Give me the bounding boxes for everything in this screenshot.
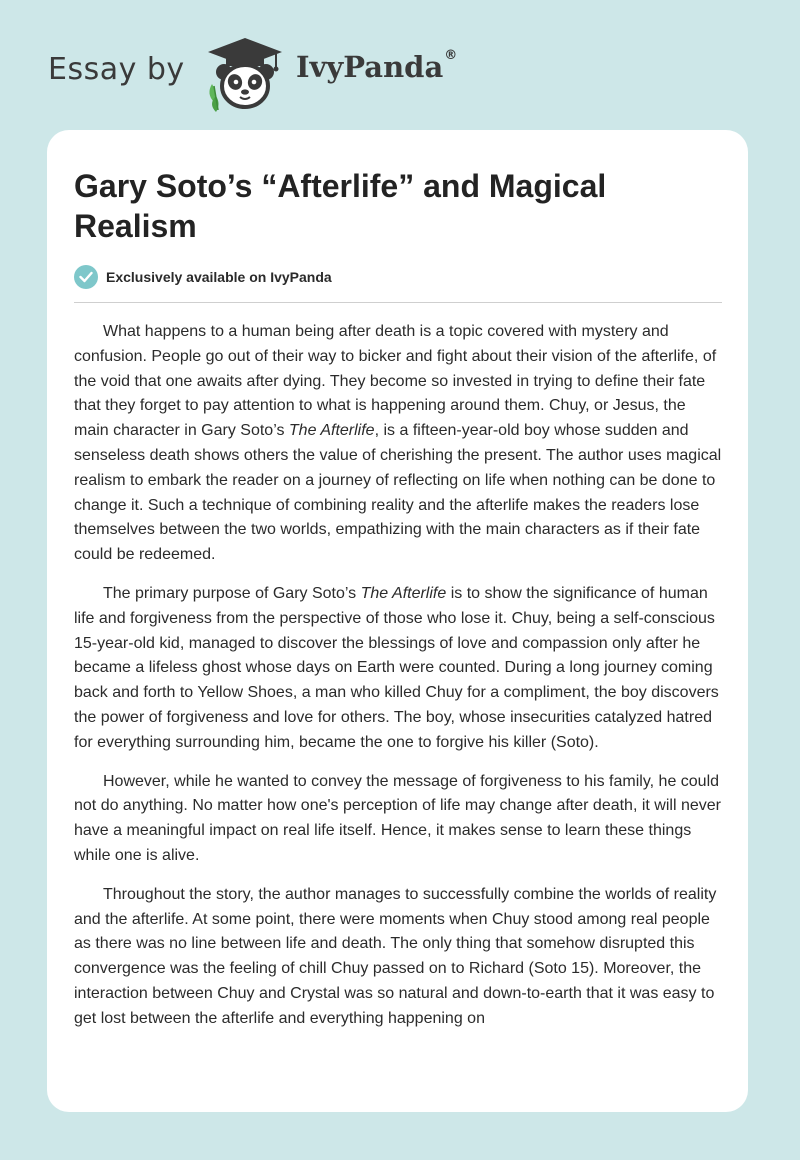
paragraph-text: The primary purpose of Gary Soto’s	[103, 584, 361, 602]
brand-name-text: IvyPanda	[296, 50, 444, 84]
essay-by-label: Essay by	[48, 52, 185, 87]
paragraph-text: Throughout the story, the author manages to successfully combine the worlds of reality and the afterlife. At some point, there were moments when Chuy stood among real people as there was no line between life and death. The only thing that somehow disrupted this convergence was the feeling of chill Chuy passed on to Richard (Soto 15). Moreover, the interaction between Chuy and Crystal was so natural and down-to-earth that it was easy to get lost between the afterlife and everything happening on	[74, 885, 717, 1027]
essay-body	[74, 320, 724, 1046]
essay-card	[47, 130, 748, 1112]
essay-paragraph	[74, 582, 724, 756]
essay-paragraph	[74, 770, 724, 869]
paragraph-text: However, while he wanted to convey the message of forgiveness to his family, he could not do anything. No matter how one's perception of life may change after death, it will never have a meaningful impact on real life itself. Hence, it makes sense to learn these things while one is alive.	[74, 772, 721, 864]
essay-paragraph	[74, 320, 724, 568]
check-circle-icon	[74, 265, 98, 289]
title-divider	[74, 302, 722, 303]
exclusive-badge	[74, 264, 332, 290]
exclusive-label: Exclusively available on IvyPanda	[106, 269, 332, 285]
book-title-italic: The Afterlife	[360, 584, 447, 602]
essay-paragraph	[74, 883, 724, 1032]
paragraph-text: is to show the significance of human life and forgiveness from the perspective of those who lose it. Chuy, being a self-conscious 15-year-old kid, managed to discover the blessings of love and compassion only after he became a lifeless ghost whose days on Earth were counted. During a long journey coming back and forth to Yellow Shoes, a man who killed Chuy for a compliment, the boy discovers the power of forgiveness and love for others. The boy, whose insecurities catalyzed hatred for everything surrounding him, became the one to forgive his killer (Soto).	[74, 584, 719, 751]
registered-mark: ®	[444, 48, 458, 63]
paragraph-text: What happens to a human being after death is a topic covered with mystery and confusion. People go out of their way to bicker and fight about their vision of the afterlife, of the void that one awaits after dying. They become so invested in trying to define their fate that they forget to pay attention to what is happening around them. Chuy, or Jesus, the main character in Gary Soto’s	[74, 323, 717, 440]
book-title-italic: The Afterlife	[288, 422, 375, 440]
paragraph-text: , is a fifteen-year-old boy whose sudden and senseless death shows others the value of cherishing the present. The author uses magical realism to embark the reader on a journey of reflecting on life when nothing can be done to change it. Such a technique of combining reality and the afterlife makes the readers lose themselves between the two worlds, empathizing with the main characters as if their fate could be redeemed.	[74, 422, 722, 564]
brand-name[interactable]	[296, 50, 457, 84]
essay-title: Gary Soto’s “Afterlife” and Magical Realism	[74, 168, 607, 244]
site-header	[48, 30, 568, 110]
panda-graduate-icon[interactable]	[204, 36, 286, 112]
